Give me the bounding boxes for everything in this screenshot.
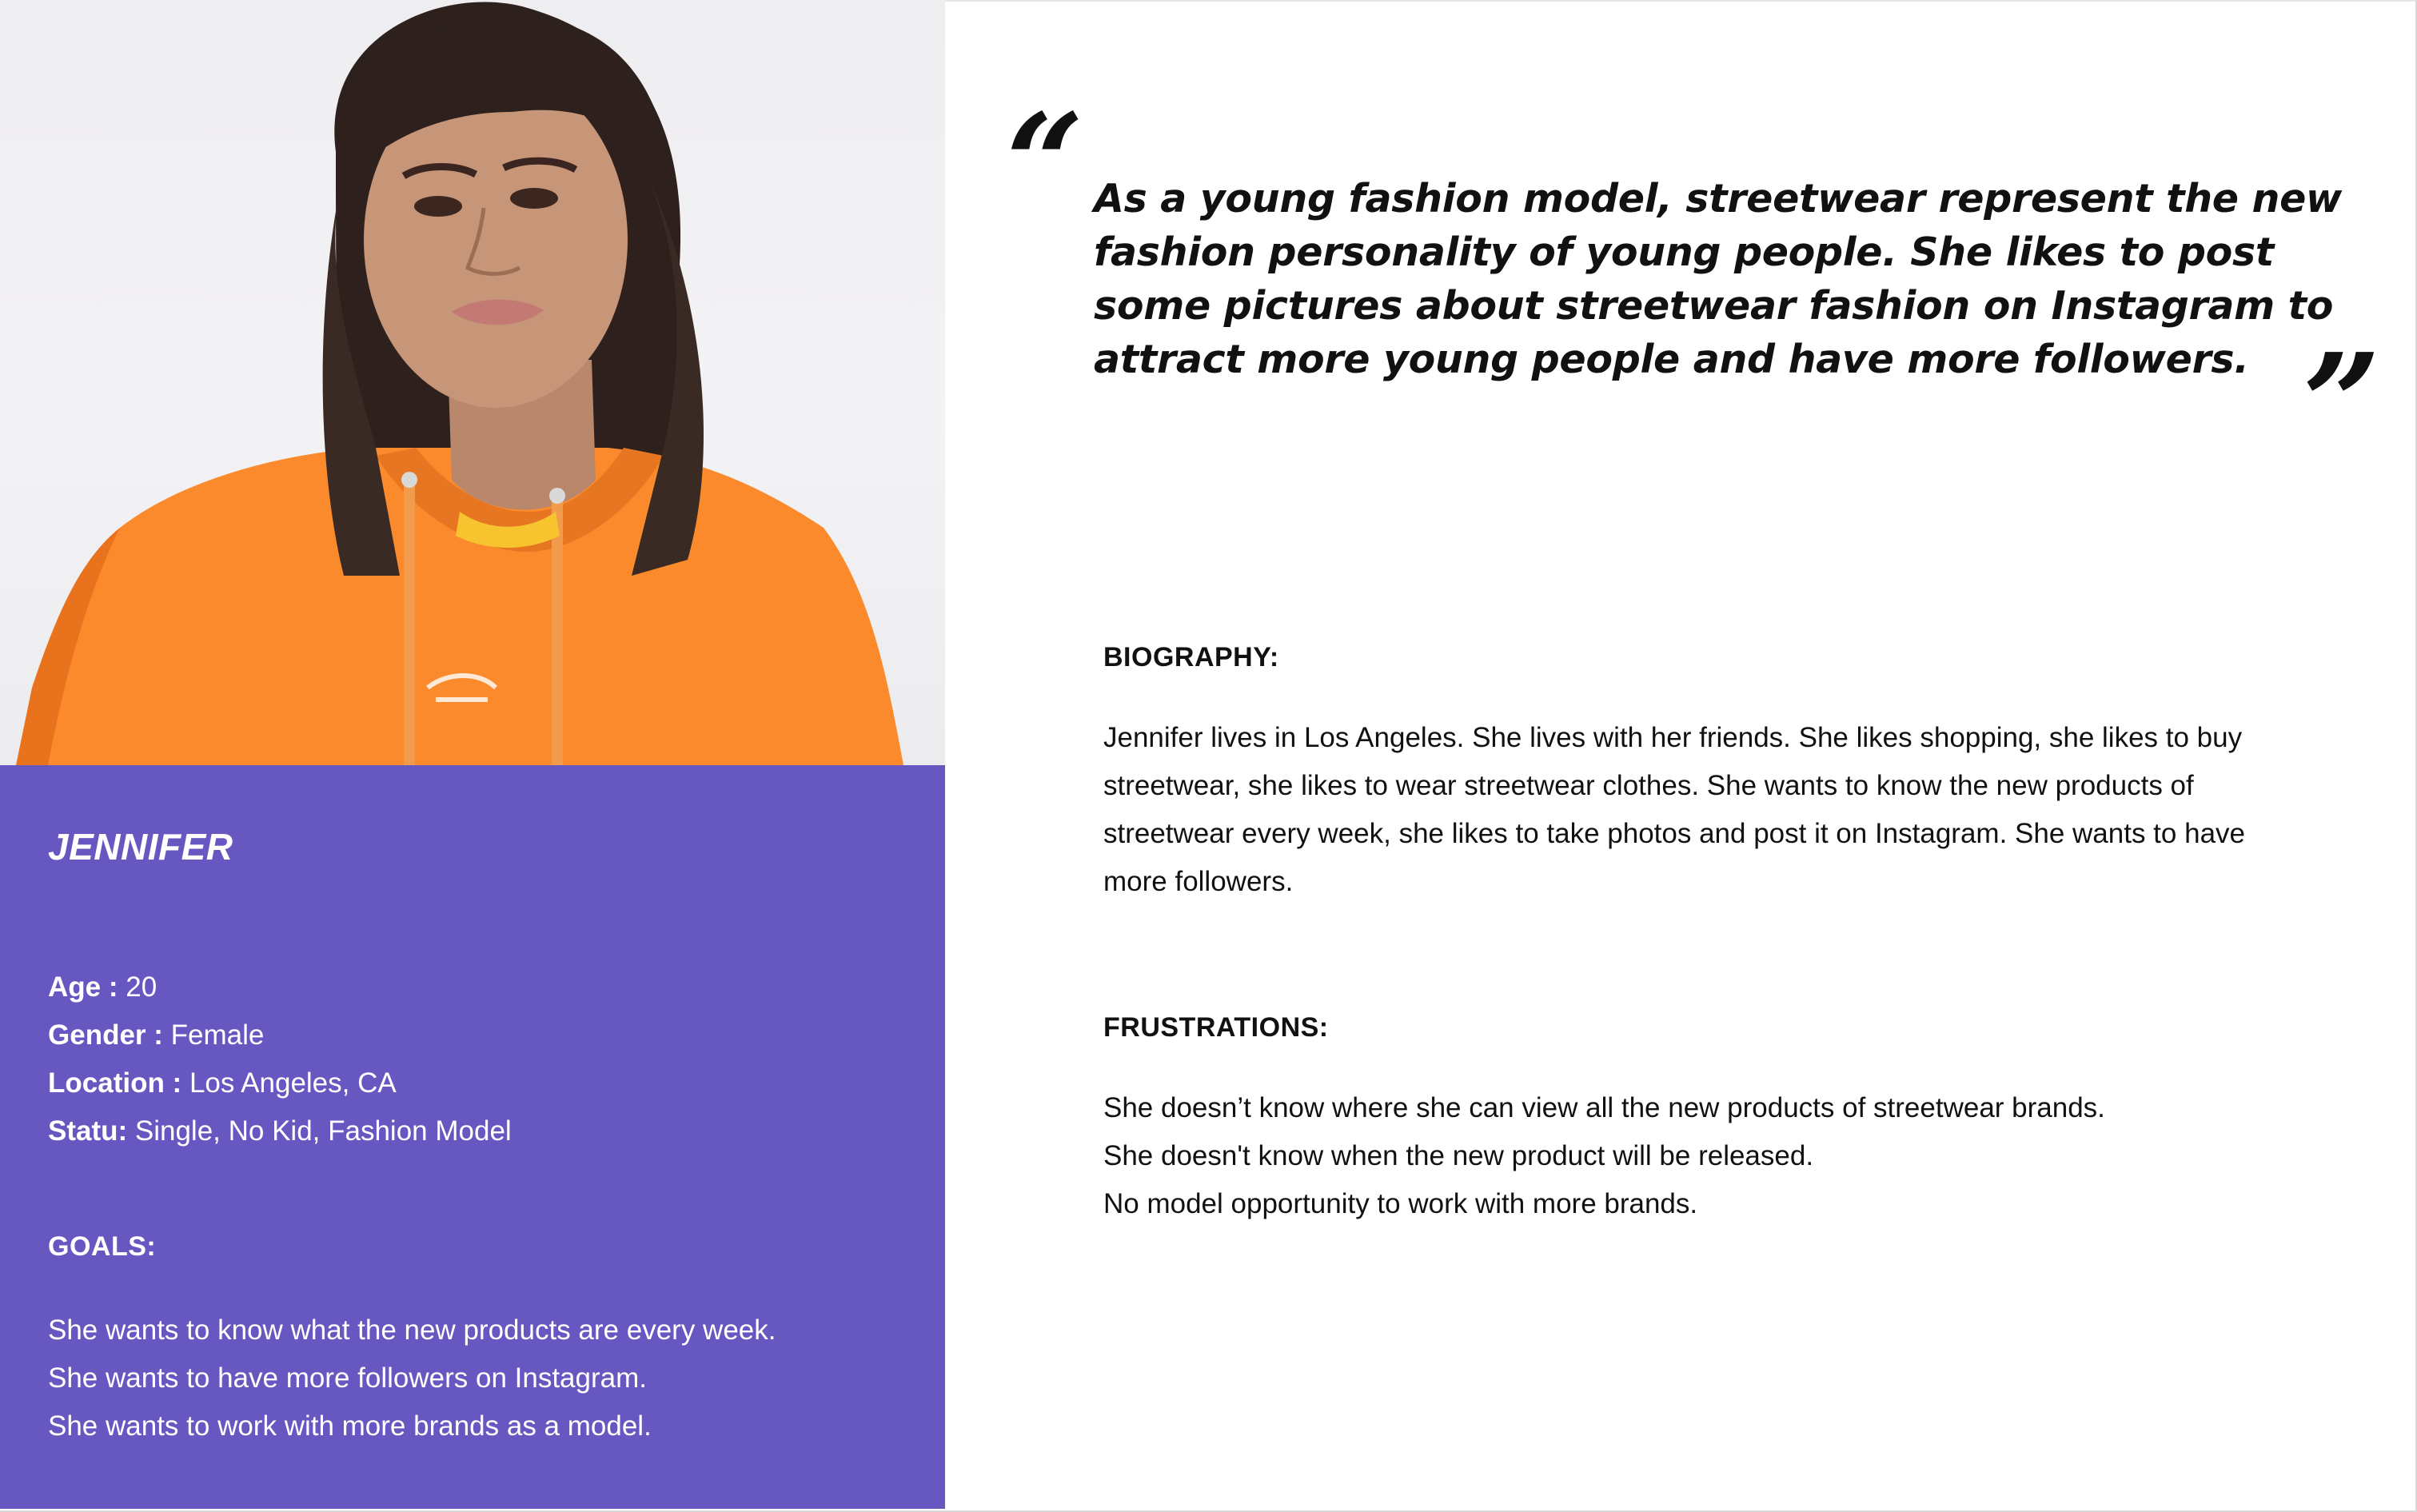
goal-item: She wants to know what the new products are every week. [48,1315,776,1346]
biography-heading: BIOGRAPHY: [1103,642,1279,672]
frustration-item: No model opportunity to work with more brands. [1103,1188,1698,1219]
close-quote-icon: ” [2303,324,2381,484]
goal-item: She wants to have more followers on Instagram. [48,1362,647,1394]
open-quote-icon: “ [1006,84,1084,244]
fact-status [48,1107,512,1155]
frustration-item: She doesn’t know where she can view all the new products of streetwear brands. [1103,1092,2105,1123]
fact-age-label: Age : [48,971,118,1003]
fact-gender-label: Gender : [48,1019,163,1051]
goals-heading: GOALS: [48,1231,157,1262]
persona-name: JENNIFER [48,826,233,868]
biography-text: Jennifer lives in Los Angeles. She lives with her friends. She likes shopping, she likes to buy streetwear, she likes to wear streetwear clothes. She wants to know the new products of streetwear every week, she likes to take photos and post it on Instagram. She wants to have more followers. [1103,722,2245,897]
portrait-illustration [0,0,945,765]
persona-quote: As a young fashion model, streetwear represent the new fashion personality of young people. She likes to post some pictures about streetwear fashion on Instagram to attract more young people and have more followers. [1094,176,2342,382]
goal-item: She wants to work with more brands as a model. [48,1410,652,1442]
fact-age-value: 20 [118,971,158,1003]
fact-status-value: Single, No Kid, Fashion Model [127,1115,512,1147]
fact-location [48,1059,512,1107]
fact-location-value: Los Angeles, CA [181,1067,397,1099]
fact-gender [48,1011,512,1059]
frustration-item: She doesn't know when the new product will be released. [1103,1140,1814,1171]
frustrations-heading: FRUSTRATIONS: [1103,1012,1329,1043]
frustrations-list [1103,1084,2303,1228]
fact-location-label: Location : [48,1067,182,1099]
fact-status-label: Statu: [48,1115,128,1147]
goals-list [48,1307,776,1450]
persona-info-card [0,765,945,1509]
persona-facts [48,963,512,1155]
persona-photo [0,0,945,765]
fact-age [48,963,512,1011]
fact-gender-value: Female [162,1019,265,1051]
